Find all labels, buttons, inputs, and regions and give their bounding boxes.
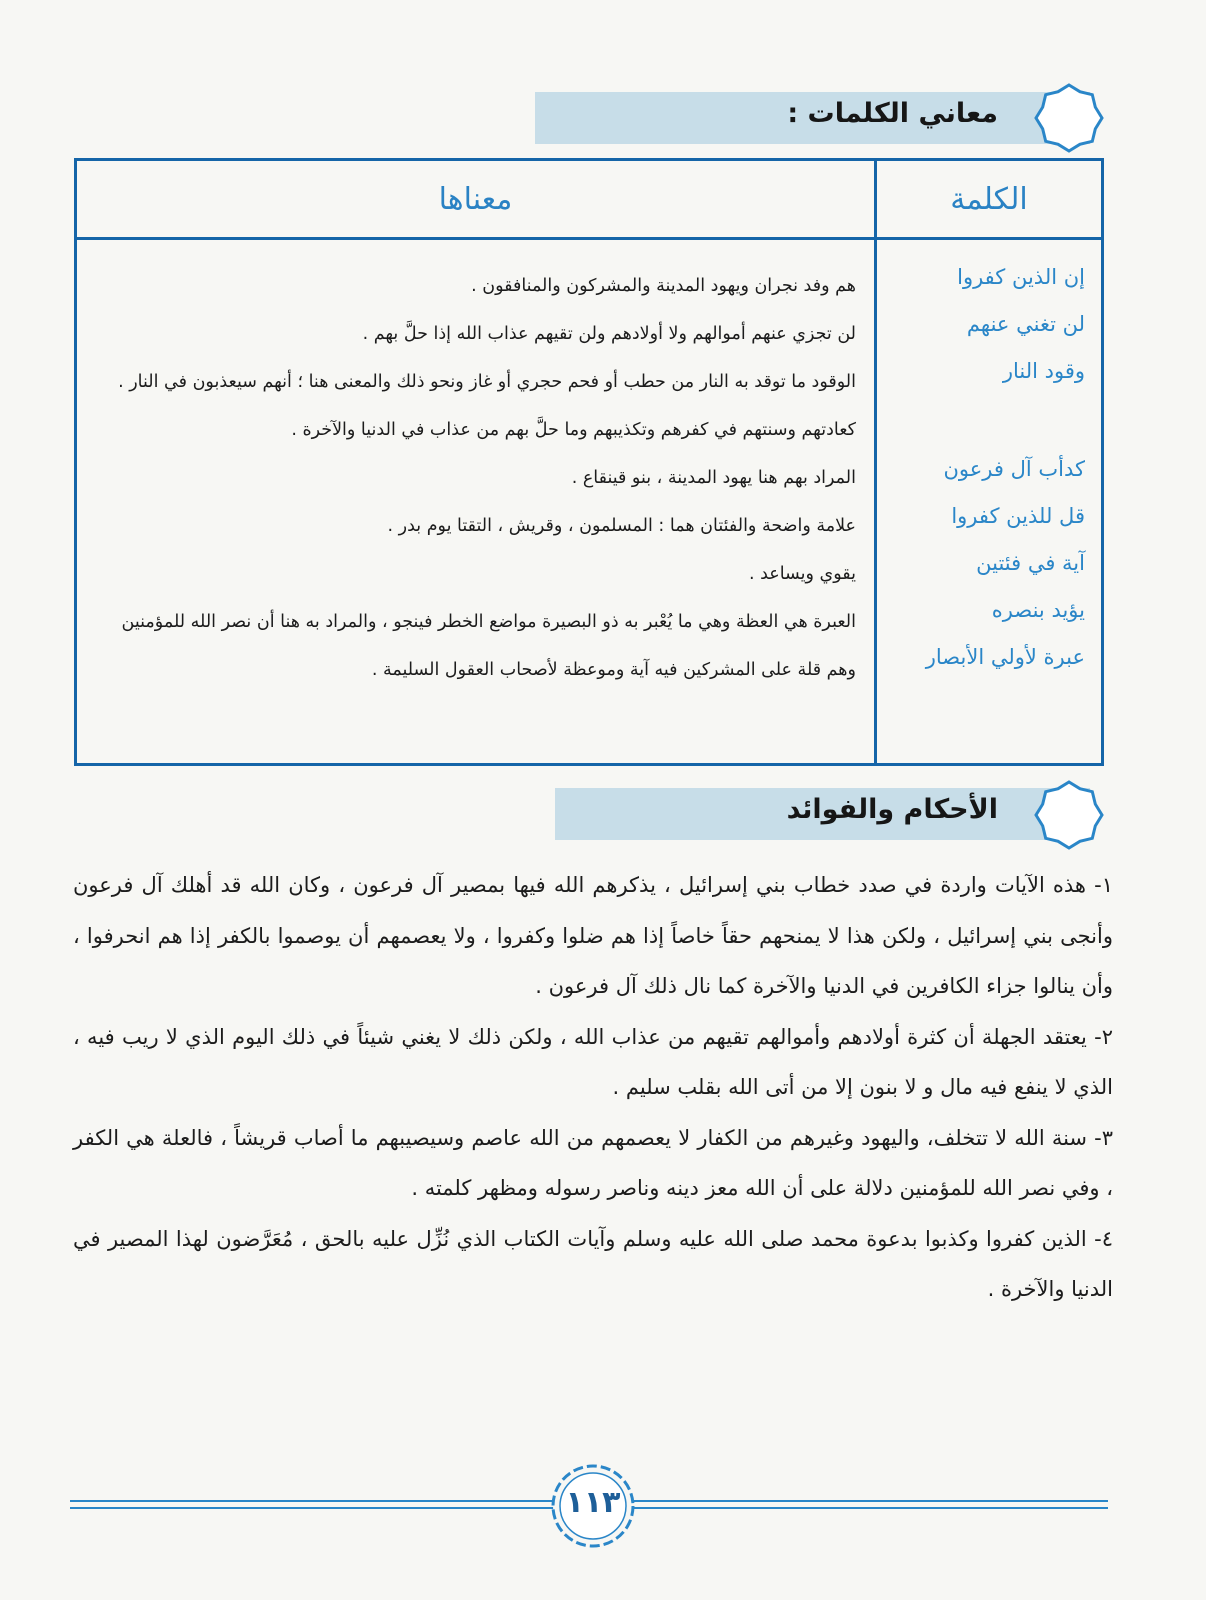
- rulings-list: [73, 860, 1113, 1315]
- vocab-word: يؤيد بنصره: [991, 598, 1085, 622]
- vocab-spacer: [887, 397, 1085, 446]
- vocab-word: قل للذين كفروا: [951, 504, 1085, 528]
- meaning-list: [77, 240, 874, 694]
- meanings-cell: [76, 239, 876, 765]
- meaning-column-header: معناها: [76, 160, 876, 239]
- octagram-badge-icon: [1032, 81, 1106, 155]
- vocab-meaning: الوقود ما توقد به النار من حطب أو فحم حجري أو غاز ونحو ذلك والمعنى هنا ؛ أنهم سيعذبون في النار .: [118, 372, 856, 392]
- page-number: ١١٣: [565, 1485, 621, 1520]
- vocab-word: إن الذين كفروا: [957, 265, 1085, 289]
- vocab-meaning: لن تجزي عنهم أموالهم ولا أولادهم ولن تقيهم عذاب الله إذا حلَّ بهم .: [362, 324, 856, 344]
- vocab-meaning: هم وفد نجران ويهود المدينة والمشركون والمنافقون .: [471, 276, 856, 296]
- vocab-meaning: المراد بهم هنا يهود المدينة ، بنو قينقاع .: [571, 468, 856, 488]
- table-body-row: [76, 239, 1103, 765]
- rulings-section-title: الأحكام والفوائد: [786, 794, 998, 825]
- ruling-item: ٣- سنة الله لا تتخلف، واليهود وغيرهم من الكفار لا يعصمهم من الله عاصم وسيصيبهم ما أصاب قريشاً ، فالعلة هي الكفر ، وفي نصر الله للمؤمنين دلالة على أن الله معز دينه وناصر رسوله ومظهر كلمته .: [73, 1125, 1113, 1200]
- vocabulary-section-title: معاني الكلمات :: [787, 98, 998, 129]
- vocab-meaning: العبرة هي العظة وهي ما يُعْبر به ذو البصيرة مواضع الخطر فينجو ، والمراد به هنا أن نصر الله للمؤمنين وهم قلة على المشركين فيه آية وموعظة لأصحاب العقول السليمة .: [121, 612, 856, 680]
- table-header-row: [76, 160, 1103, 239]
- vocab-word: كدأب آل فرعون: [943, 457, 1085, 481]
- words-cell: [876, 239, 1103, 765]
- vocabulary-section-header: [535, 92, 1090, 144]
- vocab-word: عبرة لأولي الأبصار: [925, 645, 1085, 669]
- vocab-word: وقود النار: [1002, 359, 1085, 383]
- vocab-word: آية في فئتين: [976, 551, 1085, 575]
- word-column-header: الكلمة: [876, 160, 1103, 239]
- octagram-badge-icon: [1032, 778, 1106, 852]
- vocab-word: لن تغني عنهم: [966, 312, 1085, 336]
- vocab-meaning: كعادتهم وسنتهم في كفرهم وتكذيبهم وما حلَّ بهم من عذاب في الدنيا والآخرة .: [291, 420, 856, 440]
- vocabulary-table: [74, 158, 1104, 766]
- rulings-section-header: [555, 788, 1090, 840]
- word-list: [877, 240, 1101, 681]
- ruling-item: ٤- الذين كفروا وكذبوا بدعوة محمد صلى الله عليه وسلم وآيات الكتاب الذي نُزِّل عليه بالحق ، مُعَرَّضون لهذا المصير في الدنيا والآخرة .: [73, 1226, 1113, 1301]
- ruling-item: ٢- يعتقد الجهلة أن كثرة أولادهم وأموالهم تقيهم من عذاب الله ، ولكن ذلك لا يغني شيئاً في ذلك اليوم الذي لا ريب فيه ، الذي لا ينفع فيه مال و لا بنون إلا من أتى الله بقلب سليم .: [73, 1024, 1113, 1099]
- ruling-item: ١- هذه الآيات واردة في صدد خطاب بني إسرائيل ، يذكرهم الله فيها بمصير آل فرعون ، وكان الله قد أهلك آل فرعون وأنجى بني إسرائيل ، ولكن هذا لا يمنحهم حقاً خاصاً إذا هم ضلوا وكفروا ، ولا يعصمهم أن يوصموا بالكفر إذا هم انحرفوا ، وأن ينالوا جزاء الكافرين في الدنيا والآخرة كما نال ذلك آل فرعون .: [73, 873, 1113, 998]
- vocab-meaning: يقوي ويساعد .: [748, 564, 856, 584]
- vocab-meaning: علامة واضحة والفئتان هما : المسلمون ، وقريش ، التقتا يوم بدر .: [387, 516, 856, 536]
